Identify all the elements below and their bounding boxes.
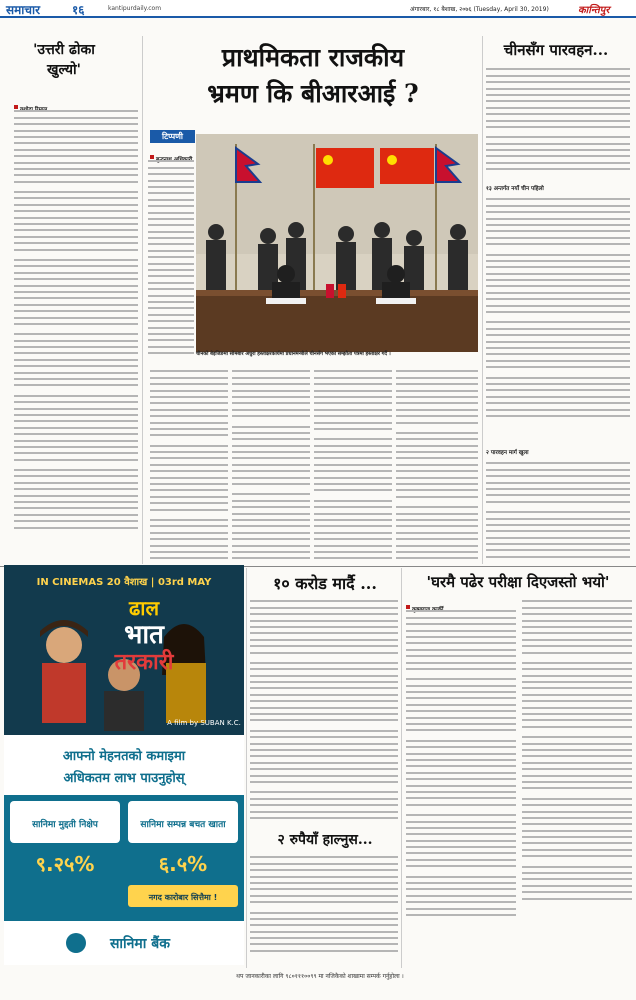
- right-story-body-part2: [486, 194, 630, 444]
- photo-caption: चीनको बेइजिङमा सोमबार अधुरा हस्ताक्षरकार्यमा प्रधानमन्त्रीले चीनसँग भएका सम्झौता पत्रमा हस्ताक्षर गर्दै ।: [196, 351, 391, 357]
- main-story-byline: बुद्धनाथ अधिकारी: [156, 157, 193, 163]
- ad-slogan-2: अधिकतम लाभ पाउनुहोस्: [63, 771, 185, 786]
- story-2-rupees-body: [250, 852, 398, 968]
- right-story-subhead-1: १३ अन्तर्गत नयाँ चीन पहिलो: [486, 186, 544, 192]
- main-story-headline: [148, 40, 478, 112]
- left-story-byline: यशोदा रिमाल: [20, 107, 48, 113]
- story-10-crore-body: [250, 596, 398, 826]
- ad-date-line: IN CINEMAS 20 वैशाख | 03rd MAY: [36, 577, 212, 588]
- story-10-crore-headline: १० करोड मार्दै ...: [273, 574, 377, 593]
- newspaper-logo: कान्तिपुर: [578, 5, 610, 16]
- right-story-body-part3: [486, 458, 630, 564]
- main-story-body-col2: [150, 366, 228, 564]
- ad-rate-1: ९.२५%: [35, 852, 95, 876]
- story-2-rupees-headline: २ रुपैयाँ हाल्नुस...: [277, 832, 373, 848]
- ad-product-1: सानिमा मुद्दती निक्षेप: [32, 820, 98, 830]
- column-divider: [401, 568, 402, 968]
- site-url[interactable]: kantipurdaily.com: [108, 5, 162, 12]
- main-headline-line2: भ्रमण कि बीआरआई ?: [207, 79, 419, 108]
- exam-story-byline: कृष्णराज कार्की: [412, 607, 444, 613]
- publication-date: अंगारबार, १८ बैशाख, २०७६ (Tuesday, April 30, 2019): [410, 6, 549, 13]
- right-story-body-part1: [486, 64, 630, 184]
- ad-director: A film by SUBAN K.C.: [167, 719, 241, 727]
- left-story-body: [14, 106, 138, 570]
- ad-footer-text: थप जानकारीका लागि ९८०१११००९९ मा नजिकैको शाखामा सम्पर्क गर्नुहोला ।: [236, 973, 404, 980]
- exam-story-body-col2: [522, 596, 632, 968]
- movie-title-1: ढाल: [129, 596, 159, 620]
- exam-story-body-col1: [406, 606, 516, 968]
- ad-artwork: [4, 565, 244, 965]
- main-headline-line1: प्राथमिकता राजकीय: [221, 43, 405, 72]
- main-story-body-col4: [314, 366, 392, 564]
- section-name: समाचार: [6, 3, 41, 17]
- main-story-body-col5: [396, 366, 478, 564]
- ad-product-2: सानिमा सम्पन्न बचत खाता: [140, 820, 226, 830]
- photo-illustration: [196, 134, 478, 352]
- ad-bank-name: सानिमा बैंक: [109, 936, 171, 952]
- movie-title-3: तरकारी: [114, 650, 174, 675]
- main-story-body-col1: [148, 156, 194, 356]
- right-story-subhead-2: २ पारवहन मार्ग खुला: [486, 450, 529, 456]
- exam-story-headline: 'घरमै पढेर परीक्षा दिएजस्तो भयो': [426, 573, 610, 591]
- signing-ceremony-photo: [196, 134, 478, 352]
- main-story-body-col3: [232, 366, 310, 564]
- page-number: १६: [72, 3, 85, 17]
- ad-offer: नगद कारोबार सित्तैमा !: [148, 893, 218, 902]
- column-divider: [142, 36, 143, 564]
- sanima-bank-advertisement[interactable]: [4, 565, 244, 965]
- comment-tag: टिप्पणी: [150, 130, 195, 143]
- ad-slogan-1: आफ्नो मेहनतको कमाइमा: [62, 749, 186, 764]
- ad-rate-2: ६.५%: [158, 852, 208, 876]
- column-divider: [246, 568, 247, 968]
- left-story-headline: 'उत्तरी ढोका खुल्यो': [33, 42, 95, 78]
- right-story-headline: चीनसँग पारवहन...: [503, 41, 609, 59]
- bank-logo-icon: [66, 933, 86, 953]
- movie-title-2: भात: [124, 620, 164, 650]
- column-divider: [482, 36, 483, 564]
